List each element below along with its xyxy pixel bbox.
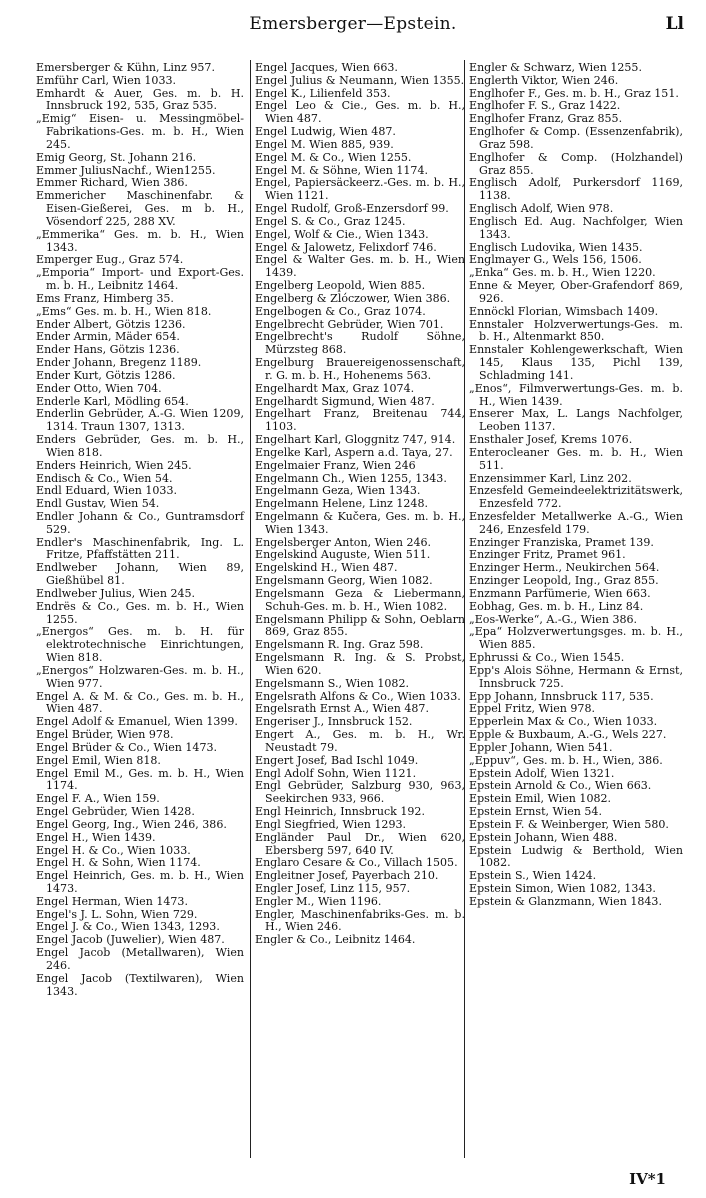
- directory-entry: Engleitner Josef, Payerbach 210.: [255, 869, 439, 883]
- directory-entry: Endl Eduard, Wien 1033.: [36, 484, 177, 498]
- directory-entry: Engel's J. L. Sohn, Wien 729.: [36, 907, 198, 921]
- directory-entry: Engel Jacob (Textilwaren), Wien 1343.: [36, 971, 244, 998]
- directory-entry: Enzinger Franziska, Pramet 139.: [469, 535, 654, 549]
- directory-entry: Epstein F. & Weinberger, Wien 580.: [469, 817, 669, 831]
- directory-entry: Emig Georg, St. Johann 216.: [36, 150, 197, 164]
- directory-entry: Engel Ludwig, Wien 487.: [255, 125, 396, 139]
- directory-entry: Englhofer & Comp. (Essenzenfabrik), Graz 598.: [469, 125, 683, 151]
- directory-entry: Engler & Co., Leibnitz 1464.: [255, 933, 416, 947]
- directory-entry: Englisch Adolf, Wien 978.: [469, 202, 614, 216]
- directory-entry: Ennstaler Holzverwertungs-Ges. m. b. H., Altenmarkt 850.: [469, 317, 683, 344]
- directory-entry: Epstein Ernst, Wien 54.: [469, 805, 602, 819]
- directory-entry: Engelburg Brauereigenossenschaft, r. G. m. b. H., Hohenems 563.: [255, 356, 465, 382]
- directory-entry: Engel H., Wien 1439.: [36, 830, 156, 844]
- directory-entry: Engl Adolf Sohn, Wien 1121.: [255, 766, 417, 780]
- directory-entry: Epp's Alois Söhne, Hermann & Ernst, Innsbruck 725.: [469, 663, 683, 690]
- directory-entry: Engert A., Ges. m. b. H., Wr. Neustadt 79.: [255, 728, 465, 754]
- directory-entry: Engelhart Karl, Gloggnitz 747, 914.: [255, 433, 456, 447]
- directory-entry: Engler M., Wien 1196.: [255, 894, 382, 908]
- directory-entry: Endler Johann & Co., Guntramsdorf 529.: [36, 509, 244, 536]
- directory-entry: Emersberger & Kühn, Linz 957.: [36, 61, 215, 74]
- directory-entry: Engel M. & Söhne, Wien 1174.: [255, 163, 429, 177]
- directory-entry: Engel Brüder, Wien 978.: [36, 728, 174, 742]
- directory-column-1: [36, 62, 244, 998]
- directory-entry: Engel Brüder & Co., Wien 1473.: [36, 740, 218, 754]
- directory-entry: Enzesfelder Metallwerke A.-G., Wien 246, Enzesfeld 179.: [469, 509, 683, 536]
- directory-entry: Engelmann & Kučera, Ges. m. b. H., Wien 1343.: [255, 509, 465, 536]
- directory-entry: Engelmann Ch., Wien 1255, 1343.: [255, 471, 447, 485]
- directory-entry: Engelmann Helene, Linz 1248.: [255, 497, 428, 511]
- directory-entry: Engel Jacques, Wien 663.: [255, 61, 398, 74]
- directory-entry: Epstein & Glanzmann, Wien 1843.: [469, 894, 662, 908]
- directory-entry: Epstein Simon, Wien 1082, 1343.: [469, 882, 656, 895]
- directory-entry: Ennöckl Florian, Wimsbach 1409.: [469, 304, 659, 318]
- directory-entry: Engelmaier Franz, Wien 246: [255, 458, 416, 472]
- directory-entry: Engel M. & Co., Wien 1255.: [255, 150, 412, 164]
- directory-entry: „Emporia“ Import- und Export-Ges. m. b. H., Leibnitz 1464.: [36, 266, 244, 293]
- directory-entry: Engelsmann Philipp & Sohn, Oeblarn 869, Graz 855.: [255, 612, 465, 639]
- directory-entry: Ennstaler Kohlengewerkschaft, Wien 145, Klaus 135, Pichl 139, Schladming 141.: [469, 343, 683, 382]
- directory-entry: Ensthaler Josef, Krems 1076.: [469, 433, 633, 447]
- directory-entry: Enzinger Fritz, Pramet 961.: [469, 548, 626, 562]
- printer-signature: IV*1: [629, 1170, 666, 1188]
- directory-entry: „Epa“ Holzverwertungsges. m. b. H., Wien 885.: [469, 625, 683, 652]
- directory-entry: Engelbogen & Co., Graz 1074.: [255, 304, 426, 318]
- directory-entry: Engelbrecht Gebrüder, Wien 701.: [255, 317, 444, 331]
- directory-entry: „Eppuv“, Ges. m. b. H., Wien, 386.: [469, 753, 663, 767]
- directory-entry: Engelmann Geza, Wien 1343.: [255, 484, 421, 498]
- directory-entry: Engl Gebrüder, Salzburg 930, 963, Seekirchen 933, 966.: [255, 779, 465, 806]
- directory-entry: Epstein Ludwig & Berthold, Wien 1082.: [469, 843, 683, 870]
- directory-entry: Engeriser J., Innsbruck 152.: [255, 715, 413, 729]
- directory-entry: Enzinger Herm., Neukirchen 564.: [469, 561, 660, 575]
- directory-entry: „Enos“, Filmverwertungs-Ges. m. b. H., Wien 1439.: [469, 381, 683, 408]
- directory-entry: „Eos-Werke“, A.-G., Wien 386.: [469, 612, 638, 626]
- directory-entry: Eobhag, Ges. m. b. H., Linz 84.: [469, 599, 644, 613]
- directory-entry: Endl Gustav, Wien 54.: [36, 497, 160, 511]
- directory-entry: Epple & Buxbaum, A.-G., Wels 227.: [469, 728, 667, 742]
- directory-entry: Engel H. & Co., Wien 1033.: [36, 843, 191, 857]
- directory-entry: Engl Siegfried, Wien 1293.: [255, 817, 407, 831]
- directory-entry: Enders Heinrich, Wien 245.: [36, 458, 192, 472]
- directory-entry: Engler & Schwarz, Wien 1255.: [469, 61, 642, 74]
- directory-entry: Enterocleaner Ges. m. b. H., Wien 511.: [469, 445, 683, 472]
- directory-entry: Engelberg & Zlóczower, Wien 386.: [255, 291, 451, 305]
- directory-entry: „Enka“ Ges. m. b. H., Wien 1220.: [469, 266, 656, 280]
- directory-entry: Englisch Adolf, Purkersdorf 1169, 1138.: [469, 176, 683, 203]
- directory-entry: Englerth Viktor, Wien 246.: [469, 73, 619, 87]
- directory-entry: Engel Emil M., Ges. m. b. H., Wien 1174.: [36, 766, 244, 793]
- directory-entry: Engelsmann R. Ing. Graz 598.: [255, 638, 424, 652]
- directory-entry: Enne & Meyer, Ober-Grafendorf 869, 926.: [469, 279, 683, 305]
- directory-entry: Enderle Karl, Mödling 654.: [36, 394, 189, 408]
- directory-entry: Emperger Eug., Graz 574.: [36, 253, 184, 267]
- directory-entry: Endlweber Johann, Wien 89, Gießhübel 81.: [36, 561, 244, 588]
- directory-entry: Ender Johann, Bregenz 1189.: [36, 356, 202, 370]
- directory-entry: Epstein Adolf, Wien 1321.: [469, 766, 615, 780]
- directory-entry: Engel, Papiersäckeerz.-Ges. m. b. H., Wien 1121.: [255, 176, 465, 203]
- directory-entry: Engelhart Franz, Breitenau 744, 1103.: [255, 407, 465, 434]
- directory-entry: Englhofer & Comp. (Holzhandel) Graz 855.: [469, 150, 683, 177]
- directory-entry: Enserer Max, L. Langs Nachfolger, Leoben 1137.: [469, 407, 683, 434]
- directory-entry: „Energos“ Ges. m. b. H. für elektrotechnische Einrichtungen, Wien 818.: [36, 625, 244, 665]
- directory-entry: Epstein Emil, Wien 1082.: [469, 792, 612, 806]
- directory-entry: Engel, Wolf & Cie., Wien 1343.: [255, 227, 429, 241]
- directory-entry: Englmayer G., Wels 156, 1506.: [469, 253, 642, 267]
- directory-entry: Emmer JuliusNachf., Wien1255.: [36, 163, 216, 177]
- directory-entry: Englisch Ed. Aug. Nachfolger, Wien 1343.: [469, 214, 683, 241]
- directory-entry: Engelke Karl, Aspern a.d. Taya, 27.: [255, 445, 453, 459]
- directory-entry: Ender Kurt, Götzis 1286.: [36, 368, 176, 382]
- directory-entry: Engl Heinrich, Innsbruck 192.: [255, 805, 425, 819]
- directory-entry: Ephrussi & Co., Wien 1545.: [469, 651, 625, 665]
- directory-entry: Englisch Ludovika, Wien 1435.: [469, 240, 643, 254]
- directory-entry: Enders Gebrüder, Ges. m. b. H., Wien 818.: [36, 433, 244, 459]
- directory-entry: Engelsrath Ernst A., Wien 487.: [255, 702, 429, 716]
- directory-entry: Engländer Paul Dr., Wien 620, Ebersberg 597, 640 IV.: [255, 830, 465, 857]
- directory-entry: Engel K., Lilienfeld 353.: [255, 86, 391, 100]
- directory-entry: Endisch & Co., Wien 54.: [36, 471, 173, 485]
- directory-entry: Ender Otto, Wien 704.: [36, 381, 162, 395]
- directory-entry: Engelsberger Anton, Wien 246.: [255, 535, 432, 549]
- directory-entry: Engel F. A., Wien 159.: [36, 792, 160, 806]
- directory-entry: Engelskind H., Wien 487.: [255, 561, 398, 575]
- directory-entry: Ender Hans, Götzis 1236.: [36, 343, 180, 357]
- directory-entry: Engel M. Wien 885, 939.: [255, 137, 394, 151]
- directory-entry: „Emmerika“ Ges. m. b. H., Wien 1343.: [36, 227, 244, 254]
- directory-entry: Emhardt & Auer, Ges. m. b. H. Innsbruck 192, 535, Graz 535.: [36, 86, 244, 113]
- directory-entry: Engelhardt Max, Graz 1074.: [255, 381, 415, 395]
- directory-entry: Engel S. & Co., Graz 1245.: [255, 214, 406, 228]
- directory-entry: Engel Adolf & Emanuel, Wien 1399.: [36, 715, 238, 729]
- directory-entry: Engel A. & M. & Co., Ges. m. b. H., Wien 487.: [36, 689, 244, 716]
- directory-entry: Endler's Maschinenfabrik, Ing. L. Fritze, Pfaffstätten 211.: [36, 535, 244, 562]
- directory-entry: Engel Jacob (Metallwaren), Wien 246.: [36, 946, 244, 972]
- directory-entry: Engelsmann R. Ing. & S. Probst, Wien 620.: [255, 651, 465, 677]
- directory-entry: Engel Heinrich, Ges. m. b. H., Wien 1473.: [36, 869, 244, 895]
- page-header: [0, 14, 706, 38]
- directory-entry: Englhofer F. S., Graz 1422.: [469, 99, 621, 113]
- directory-entry: Engelsmann S., Wien 1082.: [255, 676, 409, 690]
- directory-entry: Enderlin Gebrüder, A.-G. Wien 1209, 1314. Traun 1307, 1313.: [36, 407, 244, 434]
- directory-entry: Engert Josef, Bad Ischl 1049.: [255, 753, 419, 767]
- directory-entry: Epstein S., Wien 1424.: [469, 869, 597, 883]
- directory-entry: Epperlein Max & Co., Wien 1033.: [469, 715, 658, 729]
- directory-entry: Engler, Maschinenfabriks-Ges. m. b. H., Wien 246.: [255, 907, 465, 934]
- directory-entry: Engel & Walter Ges. m. b. H., Wien 1439.: [255, 253, 465, 280]
- directory-entry: „Energos“ Holzwaren-Ges. m. b. H., Wien 977.: [36, 663, 244, 690]
- directory-entry: Endrës & Co., Ges. m. b. H., Wien 1255.: [36, 599, 244, 626]
- directory-entry: „Emig“ Eisen- u. Messingmöbel-Fabrikations-Ges. m. b. H., Wien 245.: [36, 112, 244, 151]
- page-title: Emersberger—Epstein.: [249, 14, 457, 34]
- directory-entry: Ender Albert, Götzis 1236.: [36, 317, 186, 331]
- directory-entry: Epstein Arnold & Co., Wien 663.: [469, 779, 652, 793]
- directory-entry: Engel H. & Sohn, Wien 1174.: [36, 856, 201, 870]
- page-number: Ll: [665, 14, 684, 34]
- directory-entry: Engelbrecht's Rudolf Söhne, Mürzsteg 868.: [255, 330, 465, 357]
- directory-entry: Eppler Johann, Wien 541.: [469, 740, 613, 754]
- directory-entry: Emführ Carl, Wien 1033.: [36, 73, 177, 87]
- directory-entry: Engelberg Leopold, Wien 885.: [255, 279, 426, 293]
- directory-entry: Engel Georg, Ing., Wien 246, 386.: [36, 817, 227, 831]
- directory-entry: Eppel Fritz, Wien 978.: [469, 702, 596, 716]
- directory-entry: Epstein Johann, Wien 488.: [469, 830, 618, 844]
- directory-entry: Engelsrath Alfons & Co., Wien 1033.: [255, 689, 461, 703]
- directory-entry: Engler Josef, Linz 115, 957.: [255, 882, 411, 895]
- directory-entry: Engel Leo & Cie., Ges. m. b. H., Wien 487.: [255, 99, 465, 126]
- directory-entry: Ems Franz, Himberg 35.: [36, 291, 174, 305]
- directory-entry: Englaro Cesare & Co., Villach 1505.: [255, 856, 458, 870]
- directory-entry: Engel J. & Co., Wien 1343, 1293.: [36, 920, 220, 934]
- directory-entry: Engel Rudolf, Groß-Enzersdorf 99.: [255, 202, 449, 216]
- directory-entry: Engelhardt Sigmund, Wien 487.: [255, 394, 435, 408]
- directory-entry: Engel Herman, Wien 1473.: [36, 894, 188, 908]
- directory-entry: „Ems“ Ges. m. b. H., Wien 818.: [36, 304, 212, 318]
- directory-entry: Endlweber Julius, Wien 245.: [36, 586, 196, 600]
- column-divider: [250, 60, 251, 1158]
- directory-entry: Englhofer F., Ges. m. b. H., Graz 151.: [469, 86, 679, 100]
- directory-entry: Enzesfeld Gemeindeelektrizitätswerk, Enzesfeld 772.: [469, 484, 683, 511]
- directory-column-3: [469, 62, 683, 909]
- directory-entry: Engel Julius & Neumann, Wien 1355.: [255, 73, 465, 87]
- directory-entry: Engelskind Auguste, Wien 511.: [255, 548, 431, 562]
- directory-entry: Epp Johann, Innsbruck 117, 535.: [469, 689, 654, 703]
- directory-entry: Engel Jacob (Juwelier), Wien 487.: [36, 933, 225, 947]
- directory-entry: Enzmann Parfümerie, Wien 663.: [469, 586, 651, 600]
- directory-entry: Engel & Jalowetz, Felixdorf 746.: [255, 240, 437, 254]
- directory-entry: Engelsmann Georg, Wien 1082.: [255, 574, 433, 588]
- directory-entry: Enzinger Leopold, Ing., Graz 855.: [469, 574, 659, 588]
- directory-entry: Emmericher Maschinenfabr. & Eisen-Gießerei, Ges. m b. H., Vösendorf 225, 288 XV.: [36, 189, 244, 228]
- directory-column-2: [255, 62, 465, 947]
- directory-entry: Ender Armin, Mäder 654.: [36, 330, 180, 344]
- directory-entry: Engel Emil, Wien 818.: [36, 753, 161, 767]
- directory-entry: Englhofer Franz, Graz 855.: [469, 112, 623, 126]
- directory-entry: Engelsmann Geza & Liebermann, Schuh-Ges. m. b. H., Wien 1082.: [255, 586, 465, 613]
- directory-entry: Enzensimmer Karl, Linz 202.: [469, 471, 632, 485]
- directory-entry: Engel Gebrüder, Wien 1428.: [36, 805, 195, 819]
- directory-entry: Emmer Richard, Wien 386.: [36, 176, 188, 190]
